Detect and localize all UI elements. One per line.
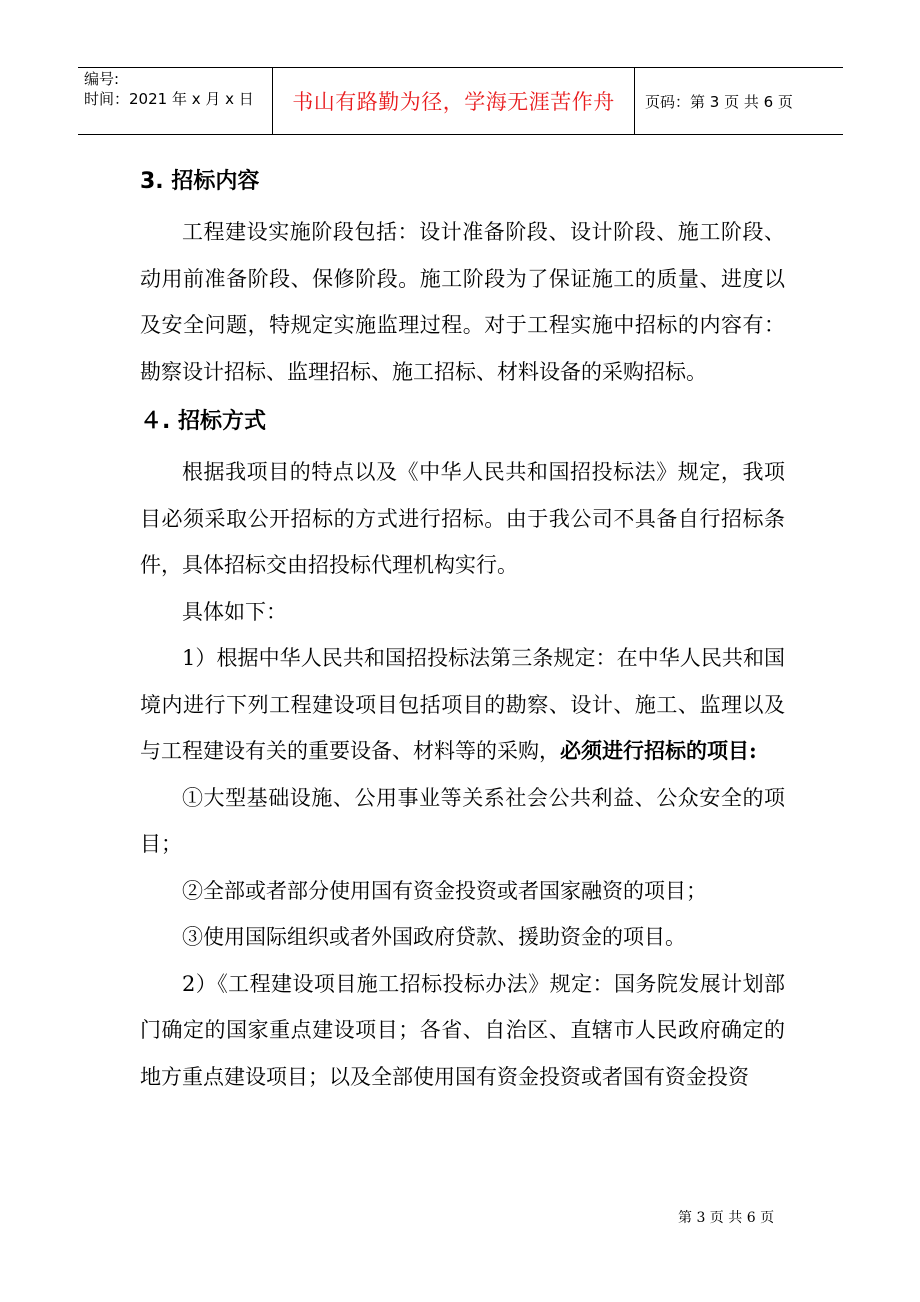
page-footer: 第 3 页 共 6 页	[678, 1210, 775, 1226]
page-header	[78, 67, 843, 135]
document-body	[140, 155, 785, 1100]
number-label: 编号:	[84, 70, 120, 88]
list-item-1-text: 1）根据中华人民共和国招投标法第三条规定：在中华人民共和国境内进行下列工程建设项目包括项目的勘察、设计、施工、监理以及与工程建设有关的重要设备、材料等的采购，	[140, 646, 785, 763]
list-item-1	[140, 635, 785, 775]
section-heading-3: 3. 招标内容	[140, 169, 260, 194]
motto-text: 书山有路勤为径，学海无涯苦作舟	[292, 90, 615, 114]
section-heading-4: ４. 招标方式	[140, 409, 267, 434]
list-item-1-emphasis: 必须进行招标的项目:	[560, 738, 757, 763]
sub-item-3: ③使用国际组织或者外国政府贷款、援助资金的项目。	[182, 925, 686, 949]
header-page-number: 页码：第 3 页 共 6 页	[645, 92, 793, 111]
sub-item-2: ②全部或者部分使用国有资金投资或者国家融资的项目；	[182, 878, 707, 903]
header-meta	[78, 68, 273, 134]
list-item-2: 2）《工程建设项目施工招标投标办法》规定：国务院发展计划部门确定的国家重点建设项目；各省、自治区、直辖市人民政府确定的地方重点建设项目；以及全部使用国有资金投资或者国有资金投资	[140, 971, 785, 1089]
date-label: 时间：2021 年 x 月 x 日	[84, 90, 254, 108]
sub-item-1: ①大型基础设施、公用事业等关系社会公共利益、公众安全的项目；	[140, 785, 785, 856]
paragraph-bidding-content: 工程建设实施阶段包括：设计准备阶段、设计阶段、施工阶段、动用前准备阶段、保修阶段。施工阶段为了保证施工的质量、进度以及安全问题，特规定实施监理过程。对于工程实施中招标的内容有：勘察设计招标、监理招标、施工招标、材料设备的采购招标。	[140, 220, 785, 384]
header-motto-cell	[273, 68, 635, 134]
header-page-cell	[635, 68, 843, 134]
paragraph-bidding-method: 根据我项目的特点以及《中华人民共和国招投标法》规定，我项目必须采取公开招标的方式进行招标。由于我公司不具备自行招标条件，具体招标交由招投标代理机构实行。	[140, 460, 785, 577]
details-intro: 具体如下：	[182, 599, 287, 624]
